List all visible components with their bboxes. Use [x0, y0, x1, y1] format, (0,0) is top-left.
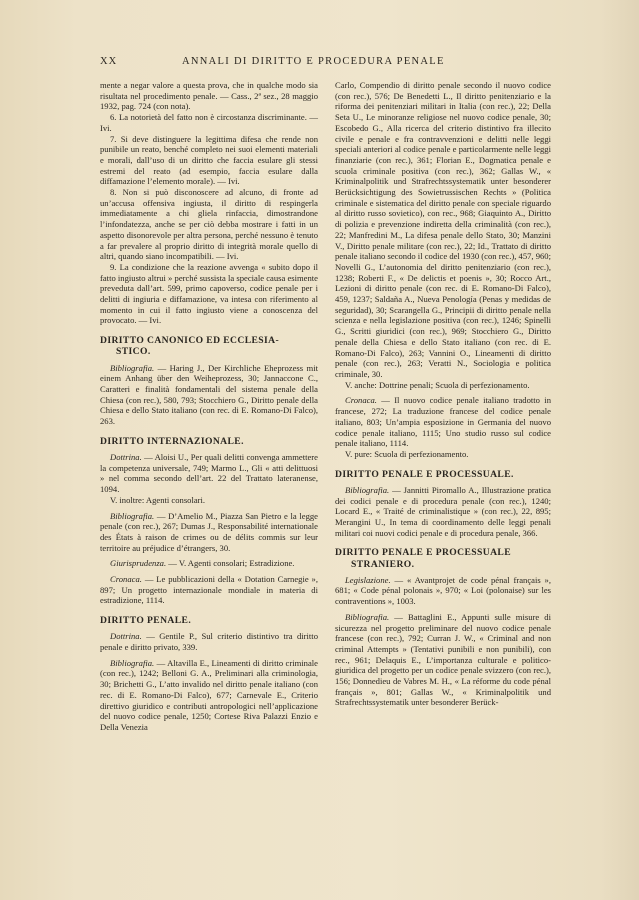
section-heading-diritto-internazionale: DIRITTO INTERNAZIONALE. [100, 435, 244, 447]
subsection-label: Bibliografia. [345, 484, 390, 495]
doctrine-entry [100, 452, 318, 495]
section-heading-diritto-penale: DIRITTO PENALE. [100, 615, 192, 627]
subsection-label: Cronaca. [345, 395, 377, 406]
bibliography-entry [100, 511, 318, 554]
page-number: XX [100, 56, 118, 67]
entry-text: — « Avantprojet de code pénal français », 681; « Code pénal polonais », 970; « Loi (polonaise) sur les contraventions », 1003. [335, 574, 551, 607]
section-heading-penale-processuale: DIRITTO PENALE E PROCESSUALE. [335, 468, 514, 480]
maxim-8: 8. Non si può disconoscere ad alcuno, di fronte ad un’accusa offensiva ingiusta, il diritto di respingerla immediatamente a chi gliela rinfaccia, dimostrandone l’infondatezza, anche se per ciò debba mostrare i fatti in un aspetto disonorevole per altra persona, perché nessuno è tenuto a far prevalere al proprio diritto di integrità morale quello di altri, quando siano incompatibili. — Ivi. [100, 187, 318, 262]
running-header [100, 56, 550, 70]
entry-text: — Le pubblicazioni della « Dotation Carnegie », 897; Un progetto internazionale mondiale in materia di estradizione, 1114. [100, 574, 318, 606]
heading-line: STICO. [116, 346, 151, 358]
paragraph-continuation: mente a negar valore a questa prova, che in qualche modo sia risultata nel procedimento penale. — Cass., 2ª sez., 28 maggio 1932, pag. 724 (con nota). [100, 80, 318, 112]
subsection-label: Legislazione. [345, 574, 391, 585]
bibliography-entry [100, 658, 318, 733]
left-column [100, 80, 318, 733]
right-column [335, 80, 551, 708]
bibliography-entry [100, 363, 318, 427]
subsection-label: Bibliografia. [345, 611, 390, 622]
maxim-9: 9. La condizione che la reazione avvenga « subito dopo il fatto ingiusto altrui » perché sussista la speciale causa esimente preveduta dall’art. 599, primo capoverso, codice penale per i delitti di ingiuria e diffamazione, va intesa con riferimento al momento in cui il fatto ingiusto viene a conoscenza del provocato. — Ivi. [100, 261, 318, 326]
subsection-label: Bibliografia. [110, 362, 155, 373]
entry-text: — V. Agenti consolari; Estradizione. [168, 558, 295, 569]
legislation-entry [335, 575, 551, 607]
entry-text: — Haring J., Der Kirchliche Eheprozess mit einem Anhang über den Weiheprozess, 30; Jannaccone C., Caratteri e finalità fondamentali del sistema penale della Chiesa (con rec.), 580, 793; Stocchiero G., Diritto penale della Chiesa e dello Stato italiano (con rec. di E. Romano-Di Falco), 263. [100, 362, 319, 427]
subsection-label: Cronaca. [110, 574, 142, 585]
heading-line: DIRITTO PENALE E PROCESSUALE [335, 547, 512, 559]
subsection-label: Bibliografia. [110, 510, 155, 521]
subsection-label: Bibliografia. [110, 657, 155, 668]
entry-text: — Il nuovo codice penale italiano tradotto in francese, 272; La traduzione francese del codice penale italiano, 803; Un’ampia esposizione in Germania del nuovo codice penale italiano, 1115; Uno studio russo sul codice penale italiano, 1114. [335, 395, 551, 449]
entry-text: — D’Amelio M., Piazza San Pietro e la legge penale (con rec.), 267; Dumas J., Responsabilité internationale des États à raison de crimes ou de délits commis sur leur territoire au préjudice d’étrangers, 30. [100, 510, 318, 553]
entry-text: — Jannitti Piromallo A., Illustrazione pratica dei codici penale e di procedura penale (con rec.), 1240; Locard E., « Traité de criminalistique » (con rec.), 22, 895; Merangini U., In tema di coordinamento delle leggi penali militari coi nuovi codici penale e di procedura penale, 366. [335, 484, 551, 538]
bibliography-entry [335, 485, 551, 539]
heading-line: STRANIERO. [351, 558, 415, 570]
subsection-label: Giurisprudenza. [110, 558, 167, 569]
entry-text: — Aloisi U., Per quali delitti convenga ammettere la competenza universale, 749; Marmo L., Gli « atti delittuosi » nel comma secondo dell’art. 22 del Trattato lateranense, 1094. [100, 452, 318, 495]
subsection-label: Dottrina. [110, 631, 142, 642]
entry-text: — Gentile P., Sul criterio distintivo tra diritto penale e diritto privato, 339. [100, 631, 318, 653]
doctrine-entry [100, 631, 318, 652]
entry-text: — Battaglini E., Appunti sulle misure di sicurezza nel progetto preliminare del nuovo codice penale francese (con rec.), 792; Curran J. W., « Criminal and non criminal Attempts » (Tentativi punibili e non punibili), con rec., 961; Delaquis E., L’importanza culturale e politico-giuridica del progetto per un codice penale svizzero (con rec.), 156; Donnedieu de Vabres M. H., « La réforme du code pénal français », 801; Gallas W., « Kriminalpolitik und Strafrechtssystematik unter besonderer Berück- [335, 611, 551, 708]
section-heading-penale-processuale-straniero [335, 547, 551, 569]
news-entry [335, 395, 551, 449]
heading-line: DIRITTO CANONICO ED ECCLESIA- [100, 335, 280, 347]
bibliography-continuation: Carlo, Compendio di diritto penale secondo il nuovo codice (con rec.), 576; De Benedetti L., Il diritto penitenziario e la riforma dei penitenziari militari in Italia (con rec.), 22; Della Seta U., Le minoranze religiose nel nuovo codice penale, 30; Escobedo G., Alla ricerca del criterio distintivo fra illecito civile e penale e fra contravvenzioni e delitti nelle leggi speciali anteriori al codice penale e particolarmente nelle leggi finanziarie (con rec.), 361; Florian E., Dogmatica penale e scuola criminale positiva (con rec.), 362; Gallas W., « Kriminalpolitik und Strafrechtssystematik unter besonderer Berücksichtigung des Sowietrussischen Rechts » (Politica criminale e sistematica del diritto penale con speciale riguardo al diritto russo sovietico), con rec., 968; Giaquinto A., Diritto di polizia e prevenzione indiretta della criminalità (con rec.), 22; Manfredini M., La difesa penale dello Stato, 30; Manzini V., Diritto penale militare (con rec.), 22; Id., Trattato di diritto penale italiano secondo il codice del 1930 (con rec.), 457, 960; Novelli G., L’autonomia del diritto penitenziario (con rec.), 1238; Roberti F., « De delictis et poenis », 30; Rocco Art., Lezioni di diritto penale (con rec. di E. Romano-Di Falco), 459, 1237; Saldaña A., Nueva Penología (Penas y medidas de seguridad), 30; Scarangella G., Principii di diritto penale nella scienza e nella legislazione positiva (con rec.), 1246; Spinelli G., Scritti giuridici (con rec.), 969; Stocchiero G., Diritto penale della Chiesa e dello Stato italiano (con rec. di E. Romano-Di Falco), 263; Vannini O., Lineamenti di diritto penale (con rec.), 263; Veratti N., Sociologia e politica criminale, 30. [335, 80, 551, 379]
bibliography-entry [335, 612, 551, 708]
cross-reference: V. anche: Dottrine penali; Scuola di perfezionamento. [345, 379, 530, 390]
section-heading-diritto-canonico [100, 335, 318, 357]
entry-text: — Altavilla E., Lineamenti di diritto criminale (con rec.), 1242; Belloni G. A., Preliminari alla criminologia, 30; Brichetti G., L’atto invalido nel diritto penale italiano (con rec. di E. Romano-Di Falco), 677; Carnevale E., Criterio direttivo giuridico e contributi antropologici nell’applicazione del nuovo codice penale, 1250; Cortese Riva Palazzi Enzio e Della Venezia [100, 657, 318, 732]
case-law-entry [100, 558, 318, 569]
maxim-6: 6. La notorietà del fatto non è circostanza discriminante. — Ivi. [100, 112, 318, 133]
cross-reference: V. pure: Scuola di perfezionamento. [345, 448, 469, 459]
cross-reference: V. inoltre: Agenti consolari. [110, 494, 206, 505]
subsection-label: Dottrina. [110, 452, 142, 462]
maxim-7: 7. Si deve distinguere la legittima difesa che rende non punibile un reato, benché completo nei suoi elementi materiali e morali, dall’uso di un diritto che faccia esulare gli stessi estremi del reato (ad esempio, faccia esulare dalla diffamazione l’elemento morale). — Ivi. [100, 133, 318, 187]
news-entry [100, 574, 318, 606]
running-title: ANNALI DI DIRITTO E PROCEDURA PENALE [182, 56, 445, 67]
